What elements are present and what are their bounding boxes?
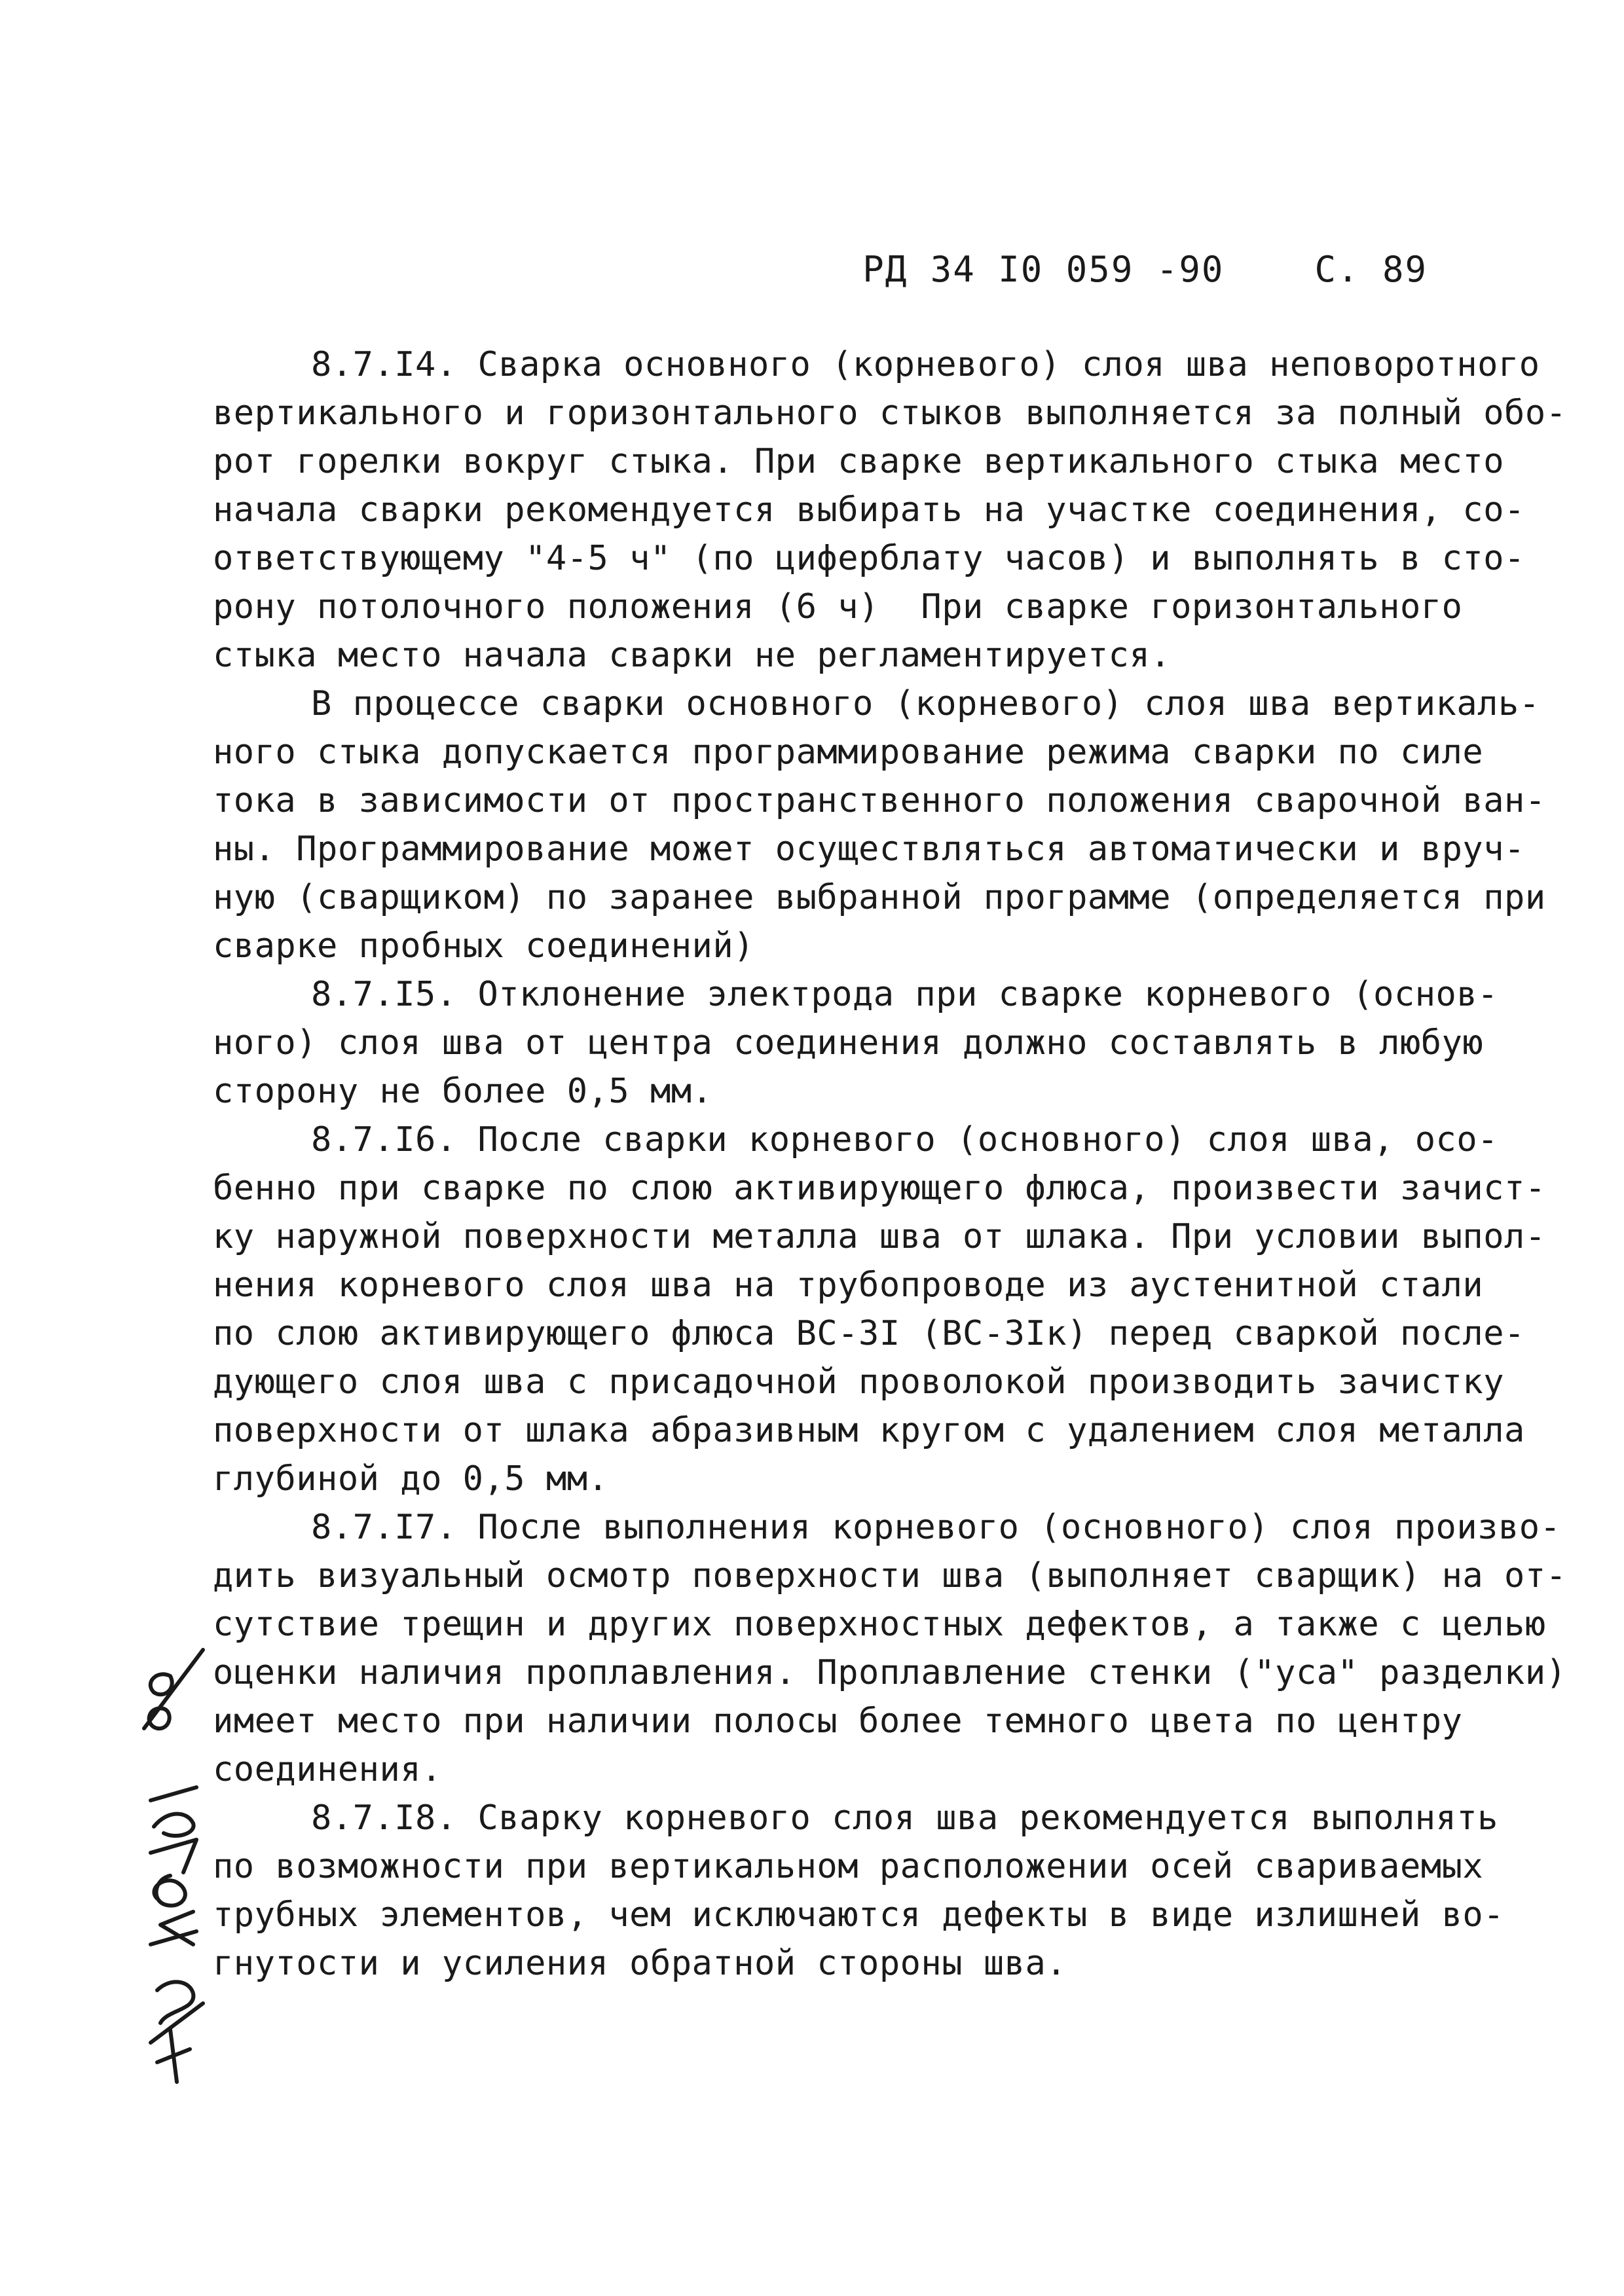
text-line: тока в зависимости от пространственного положения сварочной ван- [213,781,1546,820]
text-line: дующего слоя шва с присадочной проволокой производить зачистку [213,1362,1505,1402]
text-line: начала сварки рекомендуется выбирать на участке соединения, со- [213,490,1525,530]
text-line: 8.7.I6. После сварки корневого (основного) слоя шва, осо- [311,1120,1498,1159]
text-line: рону потолочного положения (6 ч) При сварке горизонтального [213,587,1463,627]
text-line: ответствующему "4-5 ч" (по циферблату часов) и выполнять в сто- [213,539,1525,578]
text-line: оценки наличия проплавления. Проплавление стенки ("уса" разделки) [213,1653,1567,1692]
text-line: ного) слоя шва от центра соединения должно составлять в любую [213,1023,1484,1063]
text-line: глубиной до 0,5 мм. [213,1459,609,1499]
text-line: имеет место при наличии полосы более темного цвета по центру [213,1702,1463,1741]
text-line: гнутости и усиления обратной стороны шва. [213,1944,1067,1983]
text-line: стыка место начала сварки не регламентируется. [213,636,1172,675]
page-header [862,249,1428,290]
text-line: соединения. [213,1750,442,1789]
document-code: РД 34 I0 059 -90 [862,249,1225,290]
text-line: бенно при сварке по слою активирующего флюса, произвести зачист- [213,1169,1546,1208]
text-line: сварке пробных соединений) [213,926,754,966]
text-line: ного стыка допускается программирование режима сварки по силе [213,733,1484,772]
handwritten-margin-note [131,1637,216,2095]
text-line: ную (сварщиком) по заранее выбранной программе (определяется при [213,878,1546,917]
text-line: 8.7.I5. Отклонение электрода при сварке корневого (основ- [311,975,1498,1014]
text-line: дить визуальный осмотр поверхности шва (выполняет сварщик) на от- [213,1556,1567,1595]
text-line: нения корневого слоя шва на трубопроводе из аустенитной стали [213,1266,1484,1305]
text-line: 8.7.I8. Сварку корневого слоя шва рекомендуется выполнять [311,1798,1498,1838]
text-line: ку наружной поверхности металла шва от шлака. При условии выпол- [213,1217,1546,1256]
text-line: по возможности при вертикальном расположении осей свариваемых [213,1847,1484,1886]
text-line: поверхности от шлака абразивным кругом с удалением слоя металла [213,1411,1525,1450]
text-line: вертикального и горизонтального стыков выполняется за полный обо- [213,393,1567,433]
text-line: сутствие трещин и других поверхностных дефектов, а также с целью [213,1605,1546,1644]
text-line: 8.7.I4. Сварка основного (корневого) слоя шва неповоротного [311,345,1540,384]
document-body [213,340,1567,1988]
text-line: 8.7.I7. После выполнения корневого (основного) слоя произво- [311,1508,1561,1547]
text-line: В процессе сварки основного (корневого) слоя шва вертикаль- [311,684,1540,723]
text-line: рот горелки вокруг стыка. При сварке вертикального стыка место [213,442,1505,481]
text-line: по слою активирующего флюса ВС-3I (ВС-3Iк) перед сваркой после- [213,1314,1525,1353]
text-line: сторону не более 0,5 мм. [213,1072,713,1111]
page-number: С. 89 [1314,249,1428,290]
text-line: ны. Программирование может осуществляться автоматически и вруч- [213,829,1525,869]
text-line: трубных элементов, чем исключаются дефекты в виде излишней во- [213,1895,1505,1935]
handwritten-signature-icon [131,1637,216,2095]
